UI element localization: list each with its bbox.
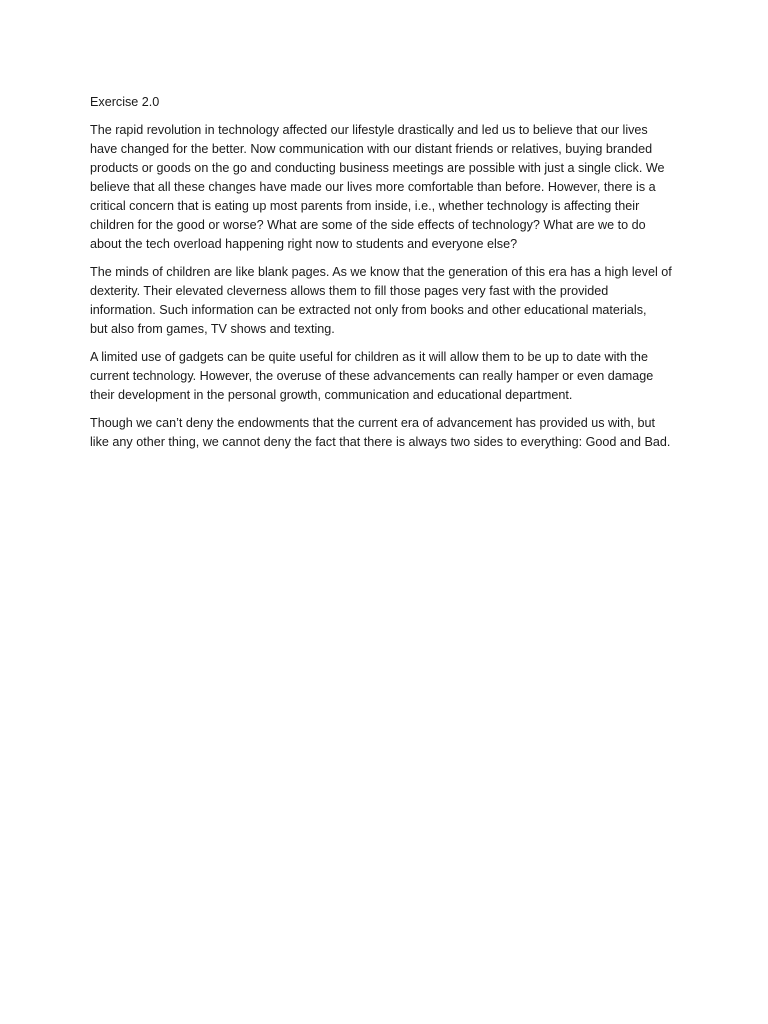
- paragraph-line: their development in the personal growth, communication and educational department.: [90, 388, 573, 402]
- paragraph-4: [90, 414, 690, 452]
- paragraph-3: [90, 348, 690, 405]
- document-heading: Exercise 2.0: [90, 95, 160, 109]
- paragraph-line: A limited use of gadgets can be quite useful for children as it will allow them to be up to date with the: [90, 350, 648, 364]
- paragraph-line: like any other thing, we cannot deny the fact that there is always two sides to everything: Good and Bad.: [90, 435, 671, 449]
- paragraph-line: children for the good or worse? What are some of the side effects of technology? What are we to do: [90, 218, 646, 232]
- document-body: [90, 93, 690, 461]
- paragraph-line: believe that all these changes have made our lives more comfortable than before. However, there is a: [90, 180, 656, 194]
- paragraph-line: products or goods on the go and conducting business meetings are possible with just a single click. We: [90, 161, 665, 175]
- paragraph-2: [90, 263, 690, 339]
- paragraph-line: The rapid revolution in technology affected our lifestyle drastically and led us to believe that our lives: [90, 123, 648, 137]
- paragraph-line: information. Such information can be extracted not only from books and other educational materials,: [90, 303, 647, 317]
- paragraph-line: current technology. However, the overuse of these advancements can really hamper or even damage: [90, 369, 654, 383]
- paragraph-1: [90, 121, 690, 254]
- paragraph-line: dexterity. Their elevated cleverness allows them to fill those pages very fast with the provided: [90, 284, 609, 298]
- paragraph-line: Though we can’t deny the endowments that the current era of advancement has provided us with, but: [90, 416, 655, 430]
- paragraph-line: but also from games, TV shows and texting.: [90, 322, 335, 336]
- paragraph-line: critical concern that is eating up most parents from inside, i.e., whether technology is affecting their: [90, 199, 640, 213]
- paragraph-line: have changed for the better. Now communication with our distant friends or relatives, buying branded: [90, 142, 653, 156]
- paragraph-line: about the tech overload happening right now to students and everyone else?: [90, 237, 518, 251]
- paragraph-line: The minds of children are like blank pages. As we know that the generation of this era has a high level of: [90, 265, 672, 279]
